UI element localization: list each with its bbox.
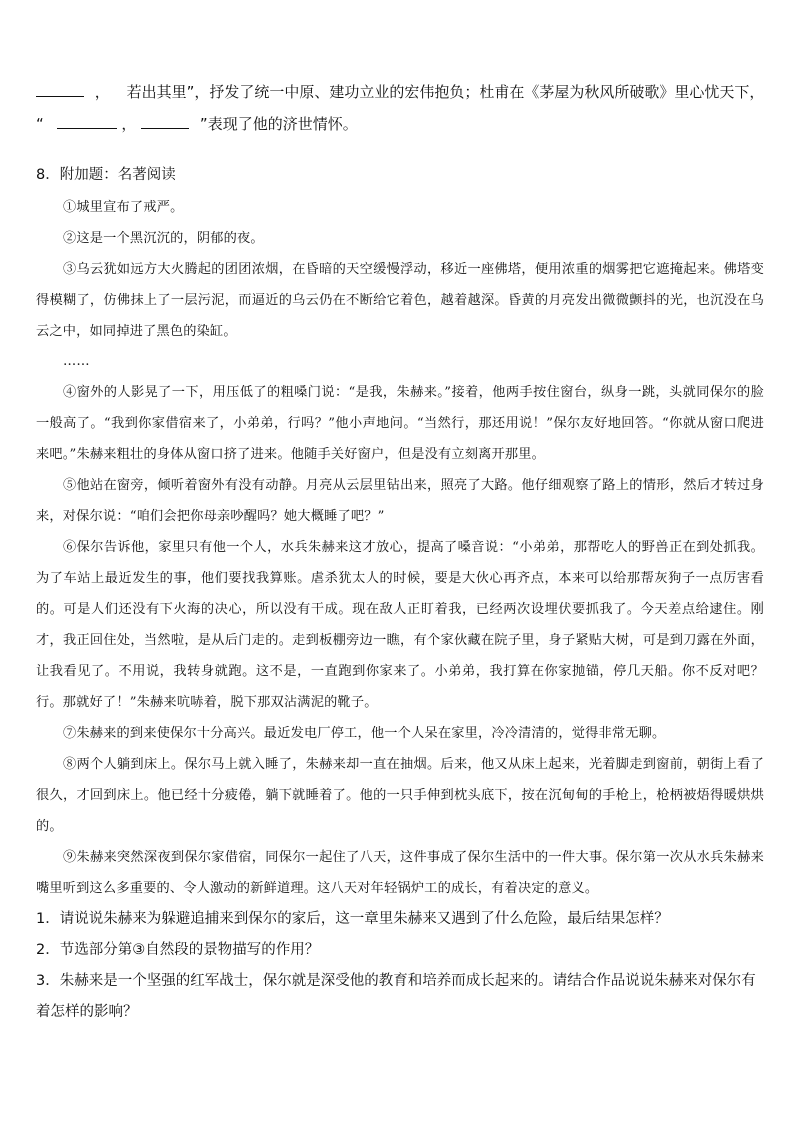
answer-blank[interactable]	[36, 82, 84, 97]
fill-line2-open-quote: “	[36, 115, 44, 133]
fill-blank-line-2	[36, 114, 358, 134]
fill-blank-line-1	[36, 82, 764, 102]
answer-blank[interactable]	[141, 114, 189, 129]
passage-ellipsis: ……	[63, 354, 90, 369]
answer-blank[interactable]	[57, 114, 117, 129]
passage-paragraph-5: ⑤他站在窗旁，倾听着窗外有没有动静。月亮从云层里钻出来，照亮了大路。他仔细观察了路上的情形，然后才转过身来，对保尔说：“咱们会把你母亲吵醒吗？她大概睡了吧？”	[36, 478, 764, 524]
passage-paragraph-1: ①城里宣布了戒严。	[63, 200, 184, 215]
fill-line1-text: 若出其里”，抒发了统一中原、建功立业的宏伟抱负；杜甫在《茅屋为秋风所破歌》里心忧天下，	[126, 83, 765, 101]
passage-paragraph-2: ②这是一个黑沉沉的，阴郁的夜。	[63, 231, 264, 246]
question-3: 3．朱赫来是一个坚强的红军战士，保尔就是深受他的教育和培养而成长起来的。请结合作品说说朱赫来对保尔有着怎样的影响？	[36, 973, 756, 1020]
passage-paragraph-3: ③乌云犹如远方大火腾起的团团浓烟，在昏暗的天空缓慢浮动，移近一座佛塔，便用浓重的烟雾把它遮掩起来。佛塔变得模糊了，仿佛抹上了一层污泥，而逼近的乌云仍在不断给它着色，越着越深。昏黄的月亮发出微微颤抖的光，也沉没在乌云之中，如同掉进了黑色的染缸。	[36, 262, 764, 339]
fill-line1-comma: ，	[94, 83, 110, 101]
passage-paragraph-7: ⑦朱赫来的到来使保尔十分高兴。最近发电厂停工，他一个人呆在家里，冷冷清清的，觉得非常无聊。	[63, 726, 666, 741]
passage-paragraph-4: ④窗外的人影晃了一下，用压低了的粗嗓门说：“是我，朱赫来。”接着，他两手按住窗台，纵身一跳，头就同保尔的脸一般高了。“我到你家借宿来了，小弟弟，行吗？”他小声地问。“当然行，那还用说！”保尔友好地回答。“你就从窗口爬进来吧。”朱赫来粗壮的身体从窗口挤了进来。他随手关好窗户，但是没有立刻离开那里。	[36, 385, 764, 462]
fill-line2-end: ”表现了他的济世情怀。	[199, 115, 358, 133]
question-2: 2．节选部分第③自然段的景物描写的作用？	[36, 942, 320, 958]
passage-paragraph-8: ⑧两个人躺到床上。保尔马上就入睡了，朱赫来却一直在抽烟。后来，他又从床上起来，光着脚走到窗前，朝街上看了很久，才回到床上。他已经十分疲倦，躺下就睡着了。他的一只手伸到枕头底下，按在沉甸甸的手枪上，枪柄被焐得暖烘烘的。	[36, 757, 764, 834]
section-title: 8．附加题：名著阅读	[36, 167, 176, 183]
fill-line2-separator: ，	[121, 115, 137, 133]
passage-paragraph-6: ⑥保尔告诉他，家里只有他一个人，水兵朱赫来这才放心，提高了嗓音说：“小弟弟，那帮吃人的野兽正在到处抓我。为了车站上最近发生的事，他们要找我算账。虐杀犹太人的时候，要是大伙心再齐点，本来可以给那帮灰狗子一点厉害看的。可是人们还没有下火海的决心，所以没有干成。现在敌人正盯着我，已经两次设埋伏要抓我了。今天差点给逮住。刚才，我正回住处，当然啦，是从后门走的。走到板棚旁边一瞧，有个家伙藏在院子里，身子紧贴大树，可是到刀露在外面，让我看见了。不用说，我转身就跑。这不是，一直跑到你家来了。小弟弟，我打算在你家抛锚，停几天船。你不反对吧？行。那就好了！”朱赫来吭哧着，脱下那双沾满泥的靴子。	[36, 540, 764, 710]
question-1: 1．请说说朱赫来为躲避追捕来到保尔的家后，这一章里朱赫来又遇到了什么危险，最后结果怎样？	[36, 911, 669, 927]
passage-paragraph-9: ⑨朱赫来突然深夜到保尔家借宿，同保尔一起住了八天，这件事成了保尔生活中的一件大事。保尔第一次从水兵朱赫来嘴里听到这么多重要的、令人激动的新鲜道理。这八天对年轻锅炉工的成长，有着决定的意义。	[36, 850, 764, 896]
